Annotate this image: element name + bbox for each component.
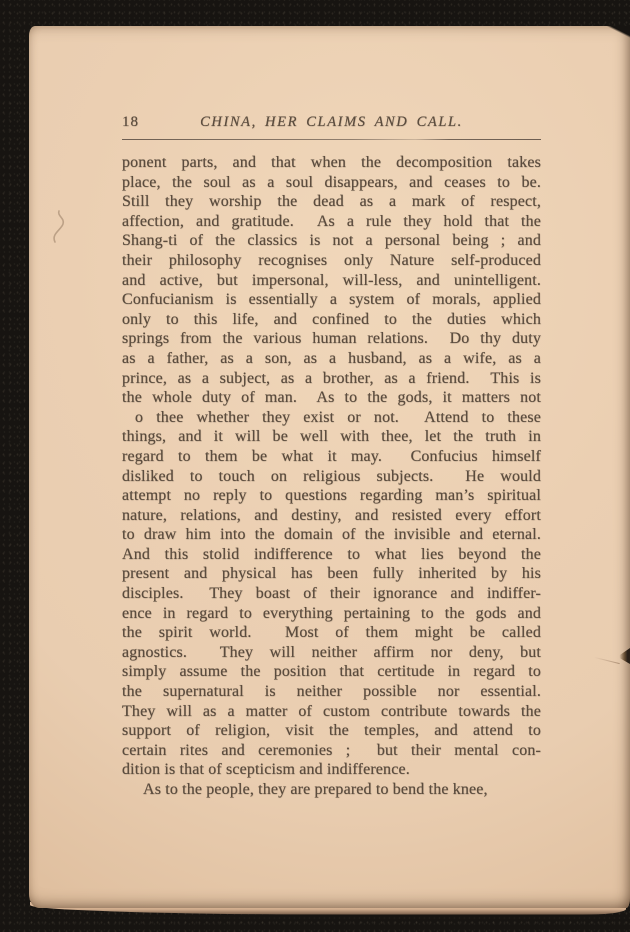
text-line: Confucianism is essentially a system of morals, applied — [122, 291, 541, 309]
text-line: the spirit world. Most of them might be called — [122, 624, 541, 642]
running-title: CHINA, HER CLAIMS AND CALL. — [200, 114, 463, 130]
text-line: to draw him into the domain of the invisible and eternal. — [122, 526, 541, 544]
text-line: certain rites and ceremonies ; but their mental con- — [122, 741, 541, 759]
text-line: prince, as a subject, as a brother, as a friend. This is — [122, 369, 541, 387]
text-line: regard to them be what it may. Confucius himself — [122, 447, 541, 465]
text-line: only to this life, and confined to the duties which — [122, 310, 541, 328]
text-line: attempt no reply to questions regarding man’s spiritual — [122, 487, 541, 505]
text-line: place, the soul as a soul disappears, and ceases to be. — [122, 173, 541, 191]
text-line: disciples. They boast of their ignorance and indiffer- — [122, 585, 541, 603]
text-line: ponent parts, and that when the decomposition takes — [122, 154, 541, 171]
body-text — [122, 153, 541, 800]
header-rule — [122, 139, 541, 140]
text-line: dition is that of scepticism and indifference. — [122, 761, 410, 779]
text-line: their philosophy recognises only Nature self-produced — [122, 251, 541, 269]
text-line: support of religion, visit the temples, and attend to — [122, 722, 541, 740]
text-line: o thee whether they exist or not. Attend to these — [122, 408, 541, 426]
text-line: disliked to touch on religious subjects. He would — [122, 467, 541, 485]
page-edge-crease — [594, 657, 619, 664]
text-line: present and physical has been fully inherited by his — [122, 565, 541, 583]
text-line: simply assume the position that certitude in regard to — [122, 663, 541, 681]
text-line: They will as a matter of custom contribute towards the — [122, 702, 541, 720]
text-line: agnostics. They will neither affirm nor deny, but — [122, 643, 541, 661]
text-line: springs from the various human relations. Do thy duty — [122, 330, 541, 348]
text-line: the whole duty of man. As to the gods, it matters not — [122, 389, 541, 407]
book-page — [29, 26, 630, 908]
clipped-corner — [600, 26, 630, 41]
text-line: Still they worship the dead as a mark of respect, — [122, 193, 541, 211]
text-line: and active, but impersonal, will-less, and unintelligent. — [122, 271, 541, 289]
text-line: the supernatural is neither possible nor essential. — [122, 683, 541, 701]
text-line: things, and it will be well with thee, let the truth in — [122, 428, 541, 446]
page-header — [122, 110, 541, 139]
page-edge-notch — [616, 648, 630, 664]
text-line: affection, and gratitude. As a rule they hold that the — [122, 212, 541, 230]
text-line: ence in regard to everything pertaining to the gods and — [122, 604, 541, 622]
text-line: nature, relations, and destiny, and resisted every effort — [122, 506, 541, 524]
text-line: as a father, as a son, as a husband, as a wife, as a — [122, 349, 541, 367]
text-line: Shang-ti of the classics is not a personal being ; and — [122, 232, 541, 250]
page-number: 18 — [122, 114, 139, 130]
printed-text-area — [122, 110, 541, 800]
text-line: As to the people, they are prepared to bend the knee, — [143, 781, 488, 798]
text-line: And this stolid indifference to what lies beyond the — [122, 545, 541, 563]
pencil-squiggle-mark — [49, 208, 73, 246]
